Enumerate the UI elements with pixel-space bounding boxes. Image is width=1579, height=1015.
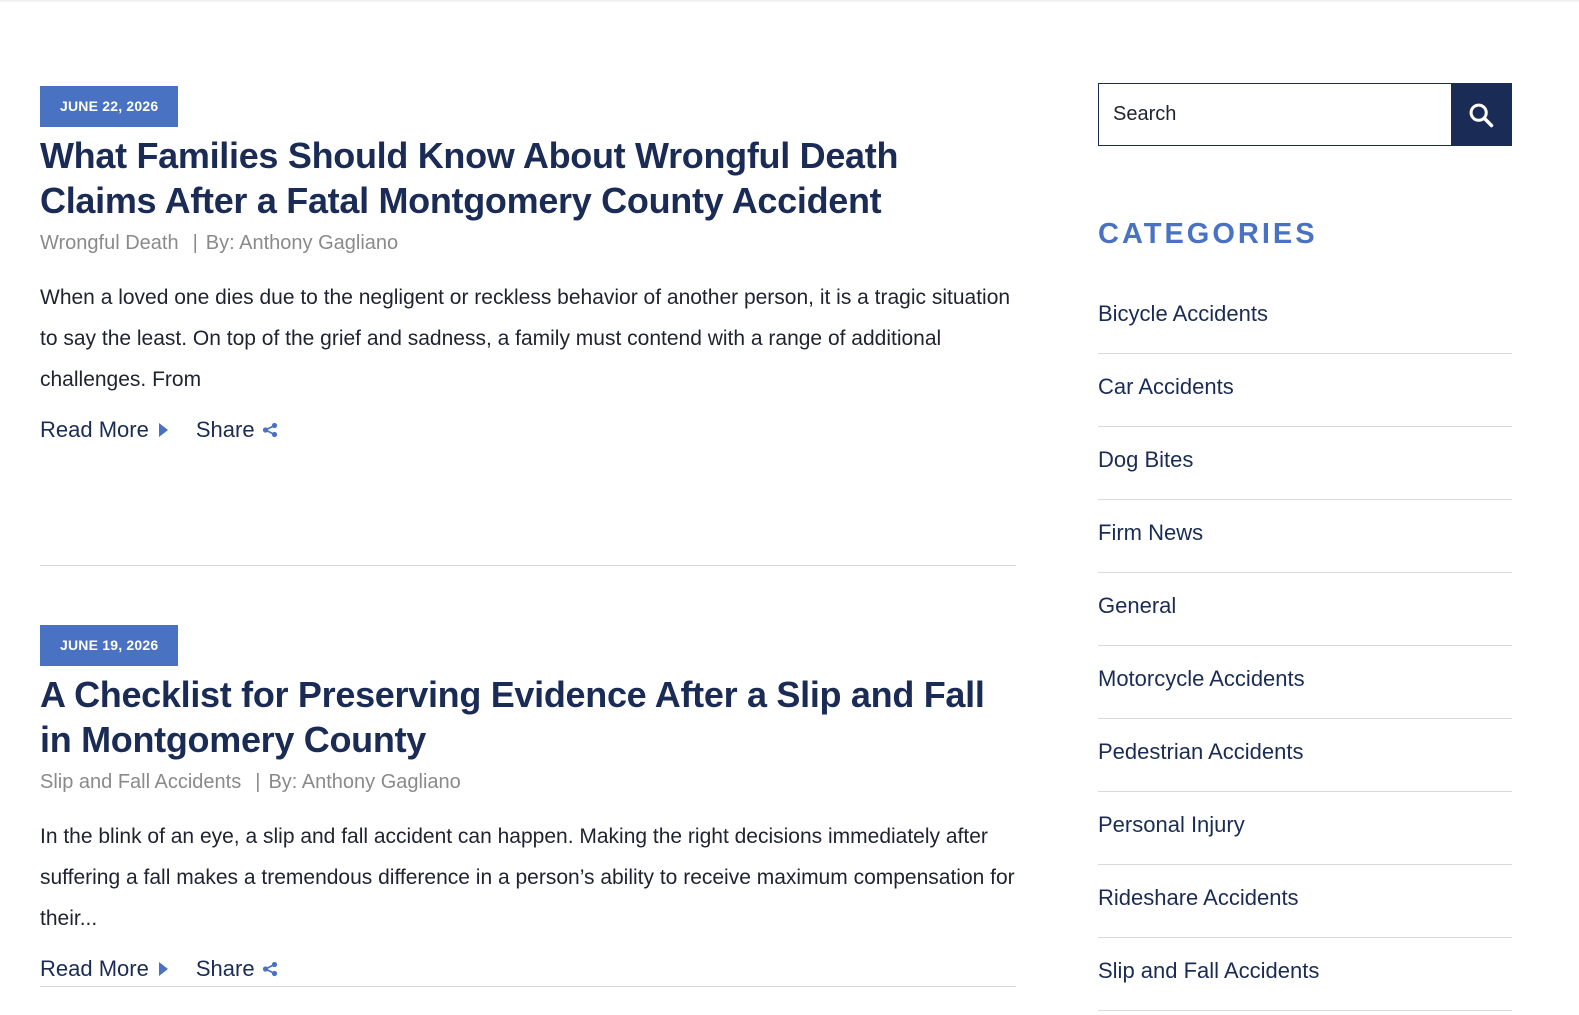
- category-item-pedestrian-accidents[interactable]: Pedestrian Accidents: [1098, 719, 1512, 792]
- post-divider: [40, 986, 1016, 987]
- category-item-general[interactable]: General: [1098, 573, 1512, 646]
- post-meta: [40, 769, 1016, 795]
- post-excerpt: When a loved one dies due to the negligent or reckless behavior of another person, it is a tragic situation to say the least. On top of the grief and sadness, a family must contend with a range of additional challenges. From: [40, 286, 1011, 391]
- meta-separator: |: [255, 771, 261, 793]
- post-author: By: Anthony Gagliano: [268, 771, 461, 793]
- post-list: [40, 86, 1016, 1015]
- post-actions: [40, 953, 1016, 985]
- post-card: [40, 566, 1016, 1015]
- read-more-label: Read More: [40, 956, 149, 981]
- caret-right-icon: [159, 423, 168, 437]
- share-label: Share: [195, 417, 255, 442]
- top-border: [0, 0, 1579, 3]
- sidebar: [1098, 83, 1512, 1011]
- post-date-badge: JUNE 22, 2026: [40, 86, 178, 127]
- post-actions: [40, 414, 1016, 446]
- share-button[interactable]: [196, 417, 278, 443]
- share-icon: [262, 422, 278, 438]
- post-title-link[interactable]: A Checklist for Preserving Evidence After a Slip and Fall in Montgomery County: [40, 674, 985, 760]
- share-label: Share: [195, 956, 255, 981]
- category-item-dog-bites[interactable]: Dog Bites: [1098, 427, 1512, 500]
- post-category-link[interactable]: Slip and Fall Accidents: [40, 771, 242, 793]
- post-excerpt: In the blink of an eye, a slip and fall accident can happen. Making the right decisions immediately after suffering a fall makes a tremendous difference in a person’s ability to receive maximum compensation for their...: [40, 825, 1015, 930]
- search-input[interactable]: [1099, 84, 1451, 145]
- meta-separator: |: [192, 232, 198, 254]
- category-item-rideshare-accidents[interactable]: Rideshare Accidents: [1098, 865, 1512, 938]
- post-category-link[interactable]: Wrongful Death: [40, 232, 179, 254]
- post-spacer: [40, 566, 1016, 625]
- post-author: By: Anthony Gagliano: [205, 232, 399, 254]
- post-meta: [40, 230, 1016, 256]
- share-icon: [262, 961, 278, 977]
- category-item-car-accidents[interactable]: Car Accidents: [1098, 354, 1512, 427]
- post-date-badge: JUNE 19, 2026: [40, 625, 178, 666]
- category-item-personal-injury[interactable]: Personal Injury: [1098, 792, 1512, 865]
- search-icon: [1467, 101, 1495, 129]
- categories-heading: CATEGORIES: [1098, 218, 1318, 250]
- post-card: [40, 86, 1016, 566]
- search-form: [1098, 83, 1512, 146]
- read-more-label: Read More: [40, 417, 149, 442]
- category-item-motorcycle-accidents[interactable]: Motorcycle Accidents: [1098, 646, 1512, 719]
- category-item-firm-news[interactable]: Firm News: [1098, 500, 1512, 573]
- read-more-link[interactable]: [40, 956, 168, 982]
- category-list: [1098, 281, 1512, 1011]
- category-item-slip-and-fall-accidents[interactable]: Slip and Fall Accidents: [1098, 938, 1512, 1011]
- category-item-bicycle-accidents[interactable]: Bicycle Accidents: [1098, 281, 1512, 354]
- caret-right-icon: [159, 962, 168, 976]
- search-button[interactable]: [1451, 84, 1511, 145]
- share-button[interactable]: [196, 956, 278, 982]
- post-title-link[interactable]: What Families Should Know About Wrongful Death Claims After a Fatal Montgomery County Accident: [40, 135, 899, 221]
- read-more-link[interactable]: [40, 417, 168, 443]
